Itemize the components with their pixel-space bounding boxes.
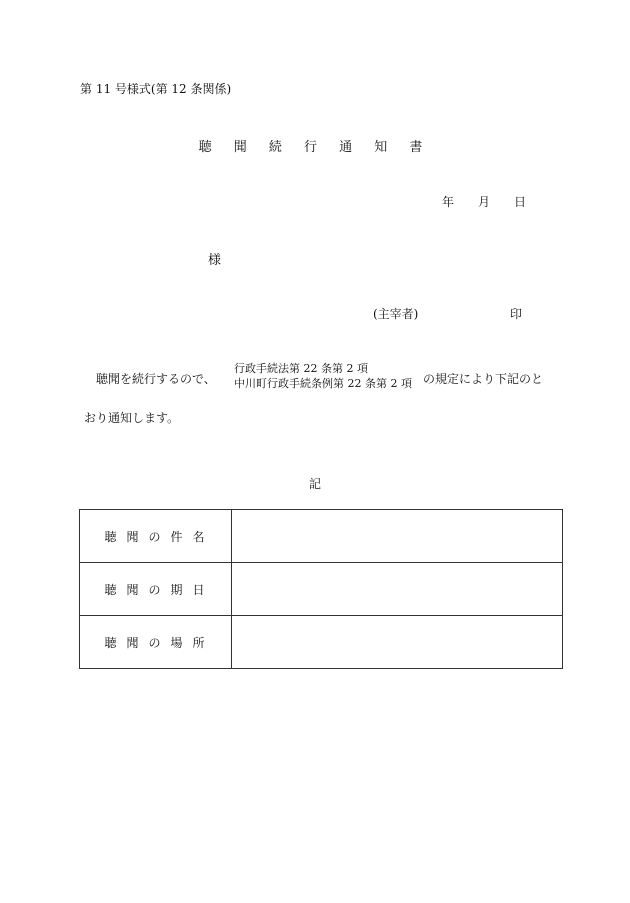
ki-heading: 記 <box>308 477 321 491</box>
table-row <box>80 563 563 616</box>
hearing-info-table <box>79 509 563 669</box>
row-value <box>232 563 563 616</box>
row-label: 聴聞の件名 <box>80 510 232 563</box>
date-line <box>442 193 526 210</box>
row-value <box>232 616 563 669</box>
law-reference-option: 行政手続法第 22 条第 2 項 <box>234 362 368 375</box>
row-value <box>232 510 563 563</box>
document-title: 聴 聞 続 行 通 知 書 <box>198 140 432 155</box>
body-tail-text: の規定により下記のと <box>423 372 544 386</box>
law-reference-option: 中川町行政手続条例第 22 条第 2 項 <box>234 377 412 390</box>
form-number: 第 11 号様式(第 12 条関係) <box>80 82 232 96</box>
seal-mark: 印 <box>510 307 523 321</box>
recipient-honorific: 様 <box>208 253 222 268</box>
table-row <box>80 510 563 563</box>
date-year-label: 年 <box>442 195 455 209</box>
table-row <box>80 616 563 669</box>
row-label: 聴聞の場所 <box>80 616 232 669</box>
body-continuation-text: おり通知します。 <box>84 411 180 425</box>
body-lead-text: 聴聞を続行するので、 <box>96 372 216 386</box>
date-day-label: 日 <box>514 195 527 209</box>
organizer-label: (主宰者) <box>373 307 419 321</box>
date-month-label: 月 <box>478 195 491 209</box>
law-reference-options <box>234 361 412 391</box>
row-label: 聴聞の期日 <box>80 563 232 616</box>
